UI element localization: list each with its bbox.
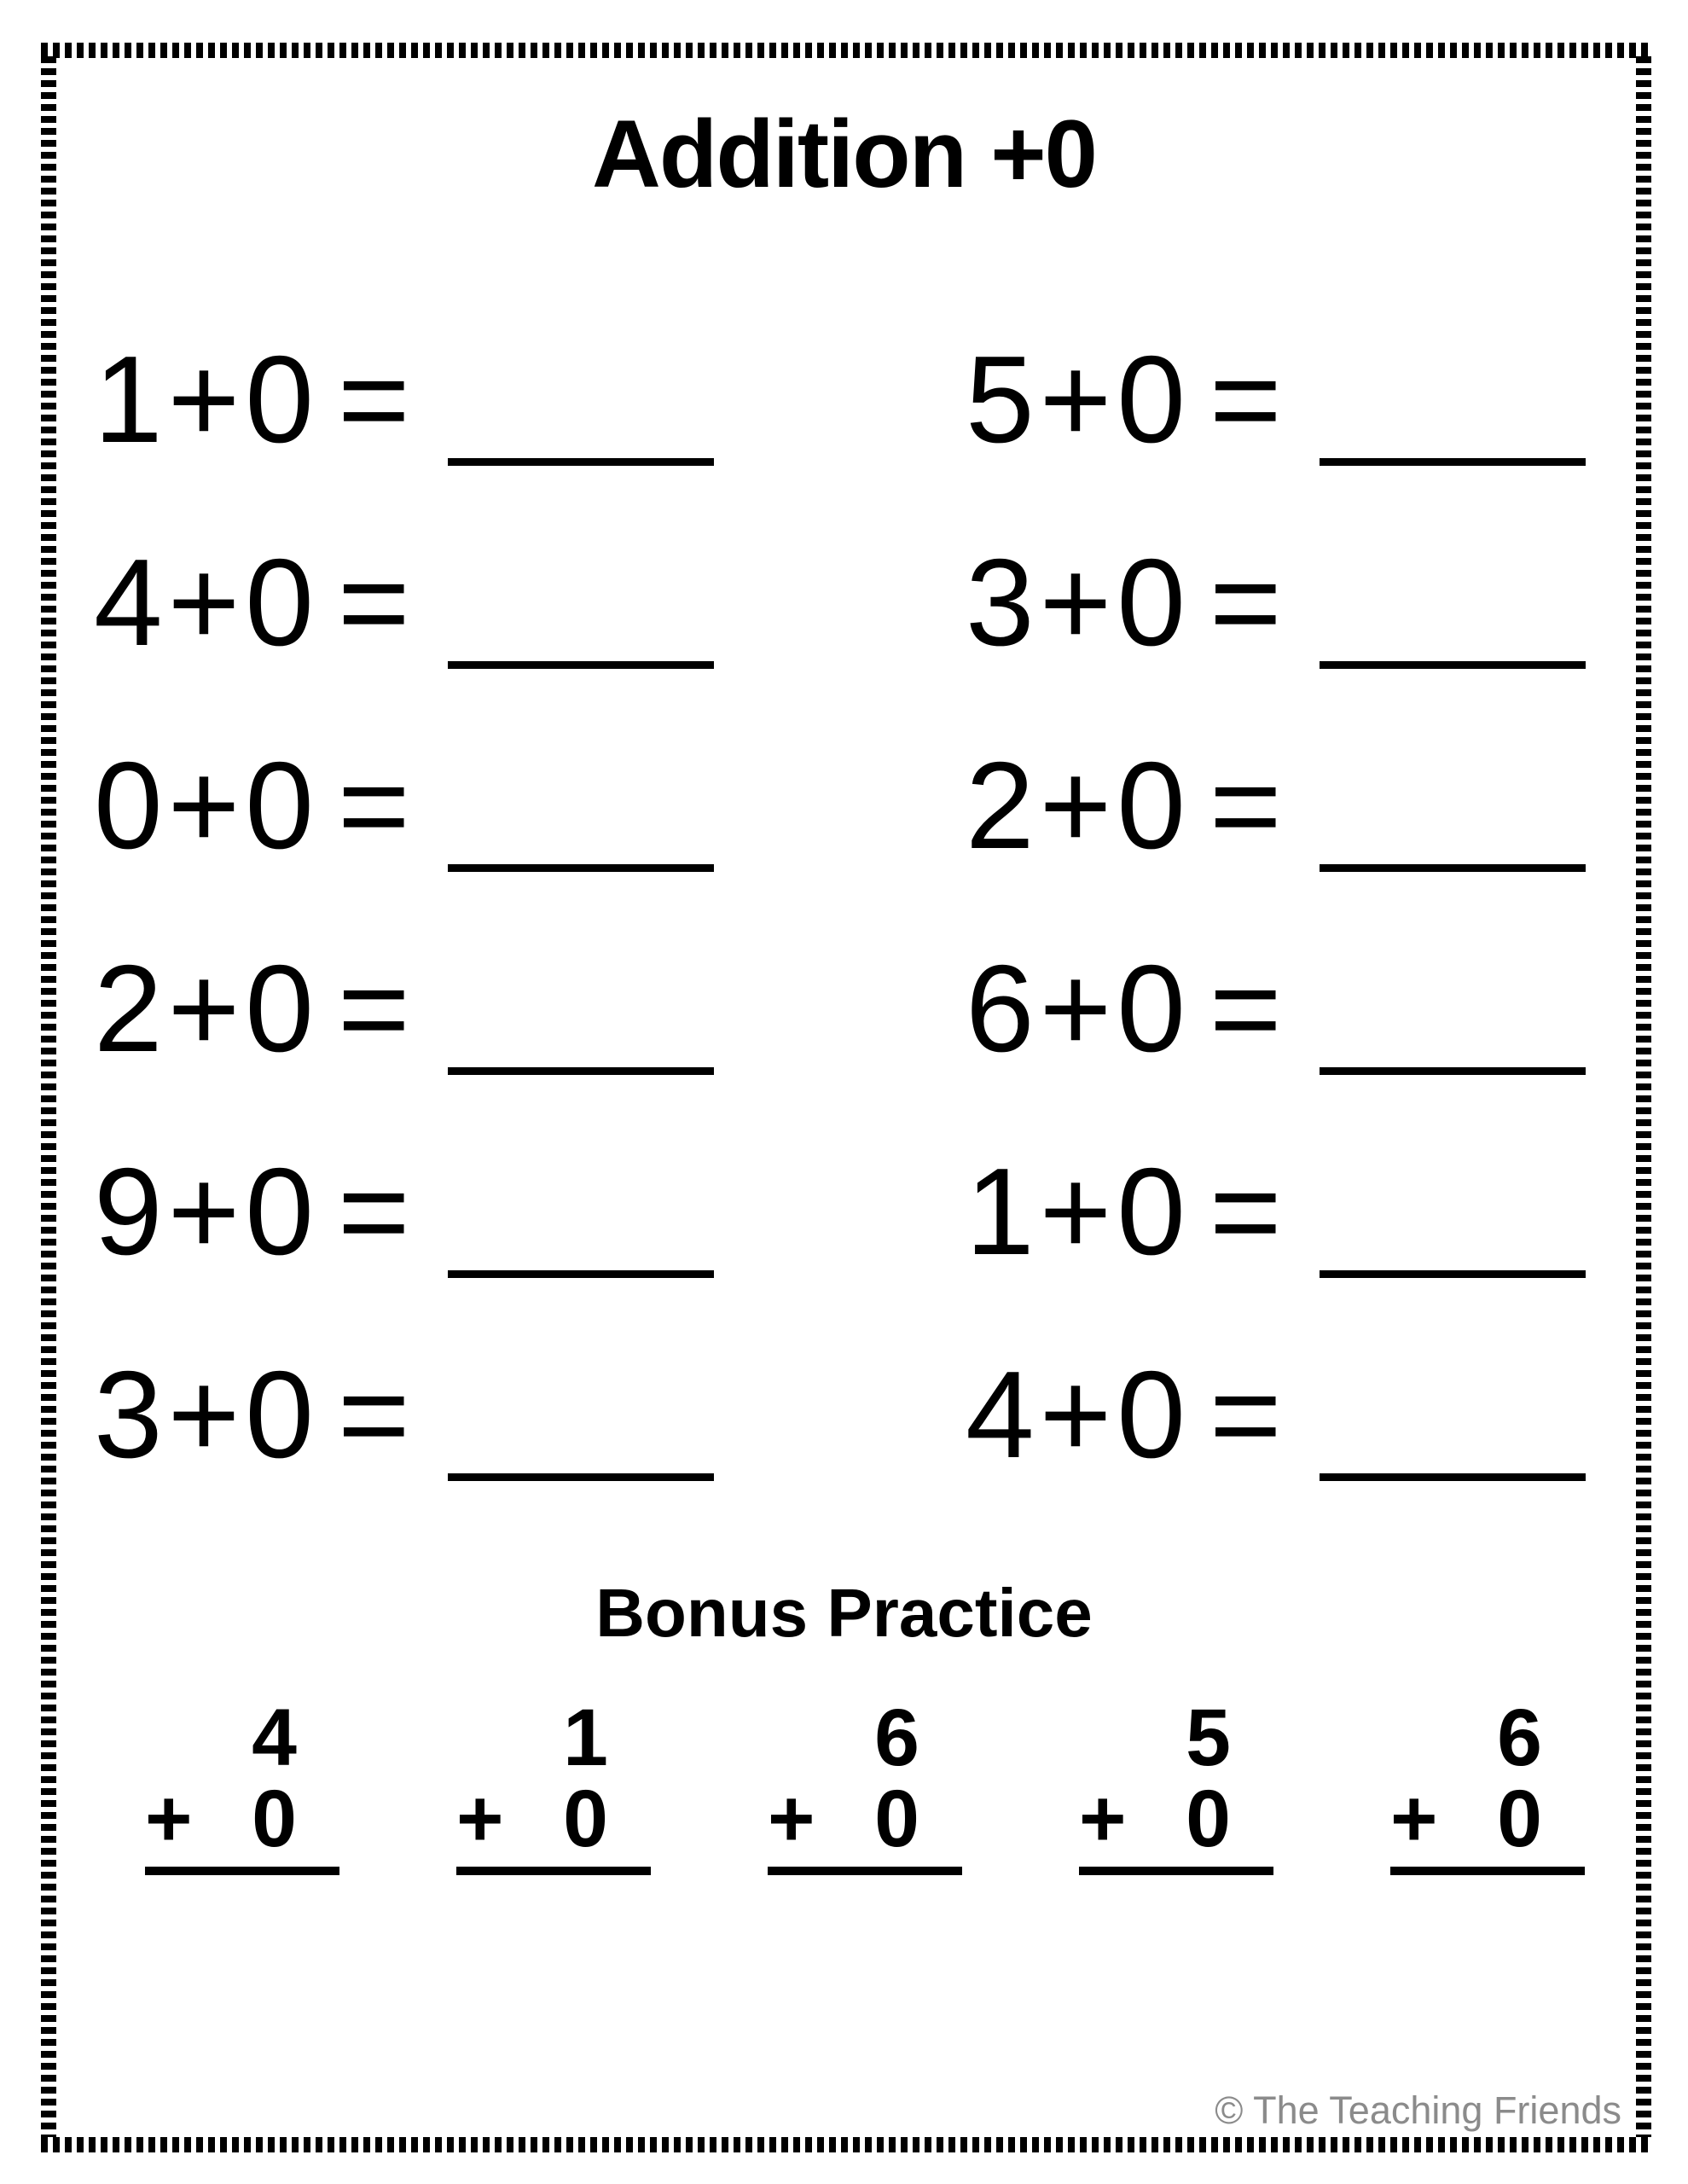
problems-grid [94, 298, 1586, 1516]
bonus-heading: Bonus Practice [595, 1575, 1093, 1651]
answer-blank [448, 864, 714, 872]
problem-row [94, 704, 966, 907]
equals-sign: = [1209, 1142, 1282, 1281]
problem-row [94, 298, 966, 501]
equals-sign: = [337, 736, 410, 874]
plus-sign: + [145, 1774, 193, 1864]
problem-row [94, 1313, 966, 1516]
bonus-bottom-number: 0 [874, 1774, 919, 1864]
bonus-top-number: 4 [252, 1693, 297, 1783]
bonus-top-number: 5 [1186, 1693, 1231, 1783]
border-left [41, 56, 56, 2137]
border-top [41, 43, 1651, 58]
problem-expression: 6+0 [966, 939, 1191, 1077]
border-bottom [41, 2137, 1651, 2152]
bonus-top-number: 6 [874, 1693, 919, 1783]
equals-sign: = [1209, 330, 1282, 468]
bonus-addend-row [1079, 1774, 1231, 1864]
copyright: © The Teaching Friends [1215, 2088, 1621, 2132]
bonus-addend-row [145, 1774, 297, 1864]
equals-sign: = [337, 939, 410, 1077]
border-right [1636, 56, 1651, 2137]
answer-blank [1320, 1270, 1586, 1278]
answer-blank [1320, 1067, 1586, 1075]
problem-row [966, 501, 1586, 704]
plus-sign: + [768, 1774, 815, 1864]
bonus-addend-row [456, 1774, 608, 1864]
problem-expression: 4+0 [966, 1345, 1191, 1484]
problem-expression: 9+0 [94, 1142, 319, 1281]
equals-sign: = [1209, 939, 1282, 1077]
problem-expression: 0+0 [94, 736, 319, 874]
worksheet-title: Addition +0 [592, 101, 1096, 207]
problem-expression: 2+0 [94, 939, 319, 1077]
equals-sign: = [337, 533, 410, 671]
problem-expression: 3+0 [94, 1345, 319, 1484]
problem-row [966, 907, 1586, 1110]
answer-blank [1320, 661, 1586, 669]
problem-expression: 5+0 [966, 330, 1191, 468]
answer-blank [1320, 864, 1586, 872]
answer-blank [448, 1067, 714, 1075]
bonus-top-number: 6 [1497, 1693, 1542, 1783]
bonus-problem [1390, 1693, 1585, 1875]
problem-row [966, 298, 1586, 501]
bonus-bottom-number: 0 [1497, 1774, 1542, 1864]
equals-sign: = [1209, 533, 1282, 671]
bonus-bottom-number: 0 [252, 1774, 297, 1864]
answer-blank [448, 661, 714, 669]
answer-blank [1320, 1473, 1586, 1481]
answer-blank [1320, 458, 1586, 466]
bonus-addend-row [1390, 1774, 1542, 1864]
bonus-problem [768, 1693, 962, 1875]
equals-sign: = [337, 1142, 410, 1281]
plus-sign: + [1079, 1774, 1127, 1864]
problem-expression: 1+0 [94, 330, 319, 468]
bonus-problem [456, 1693, 651, 1875]
problem-row [966, 704, 1586, 907]
plus-sign: + [456, 1774, 504, 1864]
problem-row [94, 1110, 966, 1313]
equals-sign: = [337, 330, 410, 468]
problem-row [966, 1313, 1586, 1516]
equals-sign: = [337, 1345, 410, 1484]
bonus-problem [145, 1693, 339, 1875]
answer-blank [448, 1473, 714, 1481]
problem-row [94, 501, 966, 704]
equals-sign: = [1209, 1345, 1282, 1484]
plus-sign: + [1390, 1774, 1438, 1864]
problem-expression: 2+0 [966, 736, 1191, 874]
problem-expression: 4+0 [94, 533, 319, 671]
equals-sign: = [1209, 736, 1282, 874]
bonus-problem [1079, 1693, 1273, 1875]
bonus-bottom-number: 0 [1186, 1774, 1231, 1864]
bonus-top-number: 1 [563, 1693, 608, 1783]
answer-blank [448, 458, 714, 466]
bonus-addend-row [768, 1774, 919, 1864]
answer-blank [448, 1270, 714, 1278]
bonus-bottom-number: 0 [563, 1774, 608, 1864]
problem-row [966, 1110, 1586, 1313]
problem-expression: 3+0 [966, 533, 1191, 671]
bonus-row [145, 1693, 1585, 1875]
problem-expression: 1+0 [966, 1142, 1191, 1281]
problem-row [94, 907, 966, 1110]
